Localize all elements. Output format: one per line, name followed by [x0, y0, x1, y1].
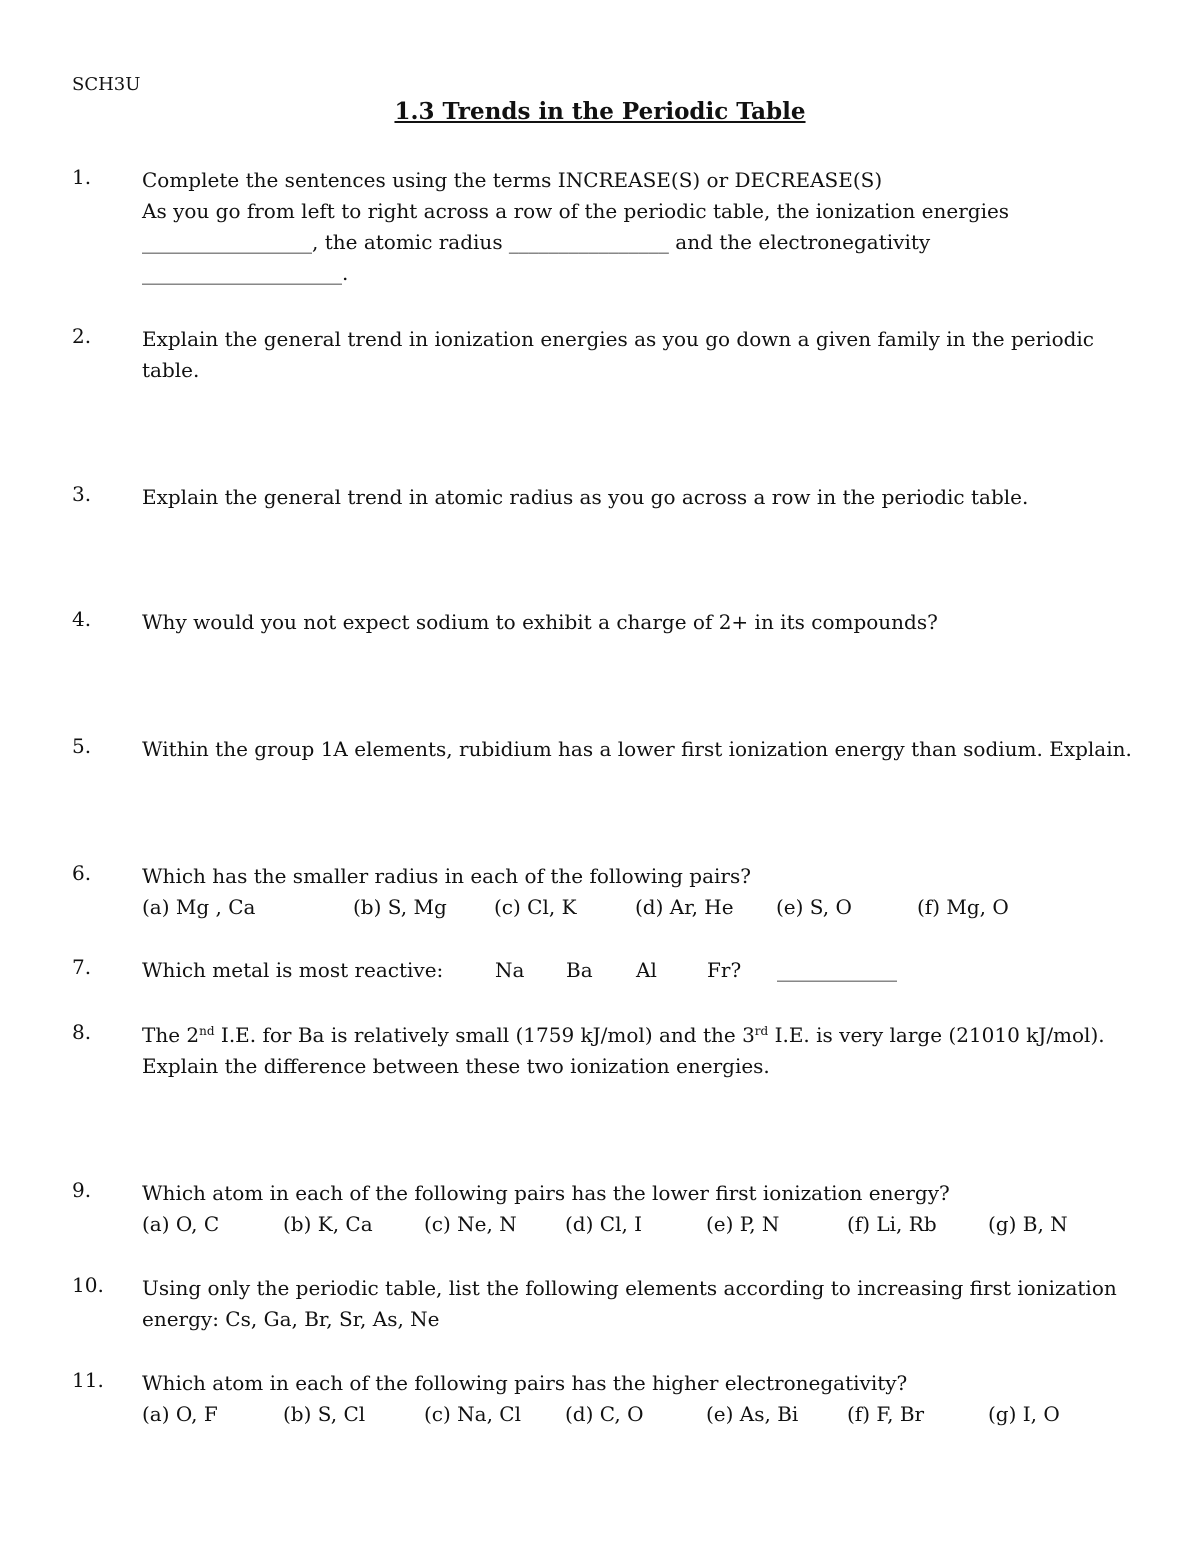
question-line: energy: Cs, Ga, Br, Sr, As, Ne [142, 1307, 440, 1331]
question-number: 7. [72, 955, 92, 979]
option-d: (d) C, O [565, 1402, 644, 1426]
option-e: (e) S, O [776, 895, 852, 919]
option-g: (g) I, O [988, 1402, 1060, 1426]
question-text [142, 324, 1182, 386]
question-line: table. [142, 358, 200, 382]
question-line: Which metal is most reactive: [142, 958, 444, 982]
text-part: I.E. for Ba is relatively small (1759 kJ/mol) and the 3 [214, 1023, 755, 1047]
option-f: (f) F, Br [847, 1402, 925, 1426]
option-f: (f) Mg, O [917, 895, 1009, 919]
option-e: (e) P, N [706, 1212, 780, 1236]
option-a: (a) Mg , Ca [142, 895, 256, 919]
question-line: Complete the sentences using the terms INCREASE(S) or DECREASE(S) [142, 168, 883, 192]
answer-blank: ____________ [777, 958, 897, 982]
question-line: Explain the general trend in ionization energies as you go down a given family in the periodic [142, 327, 1095, 351]
option-d: (d) Cl, I [565, 1212, 643, 1236]
choice-ba: Ba [566, 958, 593, 982]
option-c: (c) Ne, N [424, 1212, 517, 1236]
text-part: The 2 [142, 1023, 200, 1047]
question-number: 9. [72, 1178, 92, 1202]
question-line: Which has the smaller radius in each of the following pairs? [142, 864, 751, 888]
option-a: (a) O, F [142, 1402, 218, 1426]
option-b: (b) S, Mg [353, 895, 447, 919]
option-c: (c) Cl, K [494, 895, 577, 919]
question-text [142, 165, 1182, 289]
option-e: (e) As, Bi [706, 1402, 799, 1426]
question-line [142, 1020, 1182, 1051]
question-line: Explain the difference between these two ionization energies. [142, 1054, 770, 1078]
choice-na: Na [495, 958, 525, 982]
option-c: (c) Na, Cl [424, 1402, 522, 1426]
answer-options [142, 892, 1182, 923]
option-b: (b) S, Cl [283, 1402, 366, 1426]
choice-al: Al [636, 958, 657, 982]
question-text [142, 1368, 1182, 1430]
question-line: As you go from left to right across a row of the periodic table, the ionization energies [142, 199, 1010, 223]
question-line: Explain the general trend in atomic radius as you go across a row in the periodic table. [142, 485, 1029, 509]
answer-options [142, 1209, 1182, 1240]
answer-options [142, 1399, 1182, 1430]
question-line: Which atom in each of the following pairs has the higher electronegativity? [142, 1371, 908, 1395]
question-number: 1. [72, 165, 92, 189]
question-line: Using only the periodic table, list the following elements according to increasing first ionization [142, 1276, 1117, 1300]
question-number: 8. [72, 1020, 92, 1044]
text-part: I.E. is very large (21010 kJ/mol). [768, 1023, 1105, 1047]
page-title: 1.3 Trends in the Periodic Table [394, 98, 806, 125]
question-text [142, 607, 1182, 638]
question-text [142, 1178, 1182, 1240]
question-line: Which atom in each of the following pairs has the lower first ionization energy? [142, 1181, 950, 1205]
option-f: (f) Li, Rb [847, 1212, 937, 1236]
question-text [142, 1020, 1182, 1082]
question-text [142, 734, 1182, 765]
question-number: 3. [72, 482, 92, 506]
choice-fr: Fr? [707, 958, 742, 982]
question-line: Why would you not expect sodium to exhibit a charge of 2+ in its compounds? [142, 610, 938, 634]
question-text [142, 861, 1182, 923]
ordinal-superscript: rd [754, 1024, 769, 1038]
course-code: SCH3U [72, 74, 141, 95]
option-b: (b) K, Ca [283, 1212, 373, 1236]
ordinal-superscript: nd [199, 1024, 215, 1038]
option-a: (a) O, C [142, 1212, 220, 1236]
option-g: (g) B, N [988, 1212, 1068, 1236]
question-line: _________________, the atomic radius ________________ and the electronegativity [142, 230, 931, 254]
question-line: Within the group 1A elements, rubidium has a lower first ionization energy than sodium. Explain. [142, 737, 1132, 761]
question-number: 5. [72, 734, 92, 758]
question-number: 2. [72, 324, 92, 348]
question-number: 10. [72, 1273, 104, 1297]
question-line: ____________________. [142, 261, 349, 285]
option-d: (d) Ar, He [635, 895, 734, 919]
question-number: 4. [72, 607, 92, 631]
question-number: 11. [72, 1368, 104, 1392]
question-text [142, 1273, 1182, 1335]
question-text [142, 482, 1182, 513]
question-number: 6. [72, 861, 92, 885]
